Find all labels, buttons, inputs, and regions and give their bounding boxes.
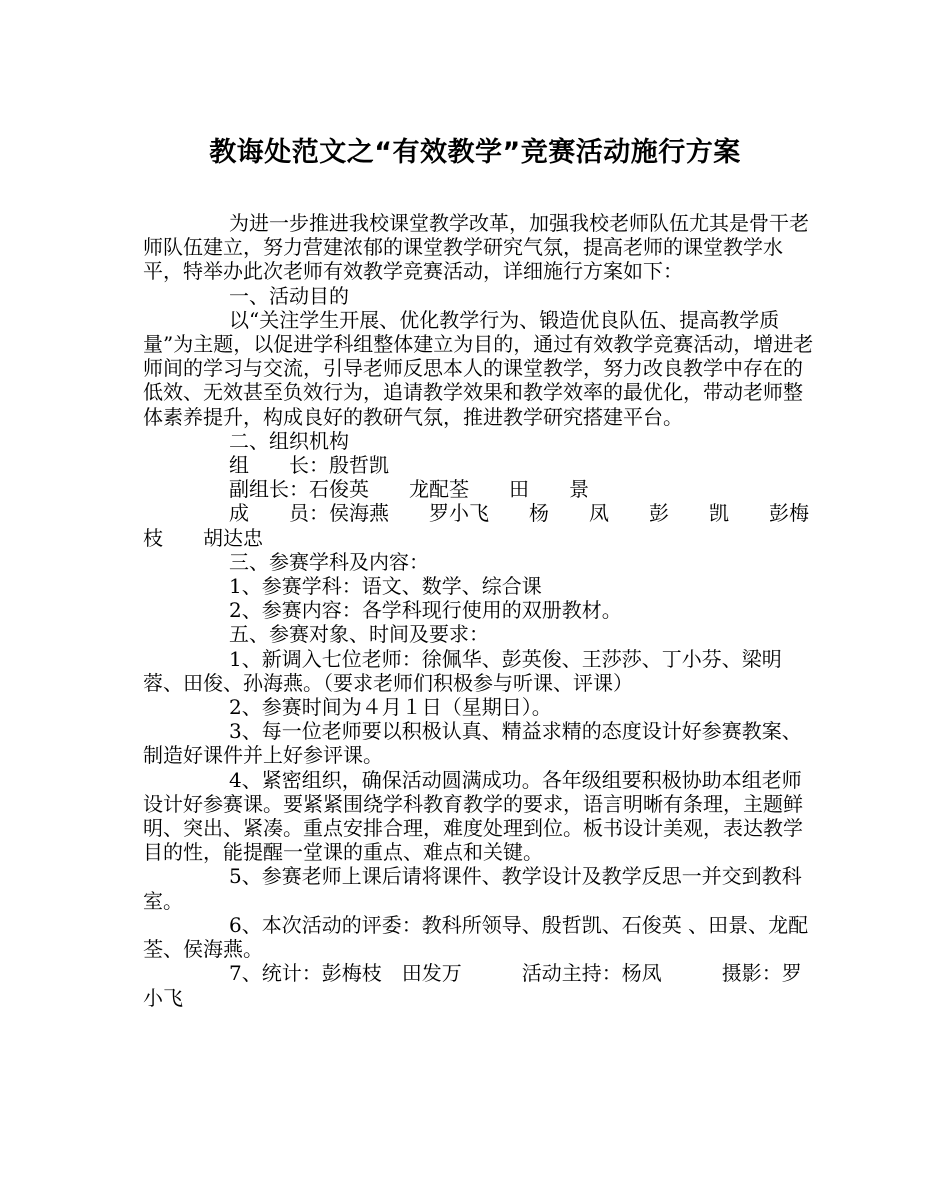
section-heading: 一、活动目的 — [229, 283, 349, 308]
list-item: 2、参赛时间为４月１日（星期日）。 — [229, 695, 552, 720]
intro-paragraph: 为进一步推进我校课堂教学改革，加强我校老师队伍尤其是骨干老师队伍建立，努力营建浓郁的课堂教学研究气氛，提高老师的课堂教学水平，特举办此次老师有效教学竞赛活动，详细施行方案如下： — [143, 211, 809, 284]
list-item: 5、参赛老师上课后请将课件、教学设计及教学反思一并交到教科室。 — [143, 864, 802, 913]
list-item: 7、统计：彭梅枝 田发万 活动主持：杨凤 摄影：罗小飞 — [143, 961, 802, 1010]
paragraph: 以“关注学生开展、优化教学行为、锻造优良队伍、提高教学质量”为主题，以促进学科组整体建立为目的，通过有效教学竞赛活动，增进老师间的学习与交流，引导老师反思本人的课堂教学，努力改良教学中存在的低效、无效甚至负效行为，追请教学效果和教学效率的最优化，带动老师整体素养提升，构成良好的教研气氛，推进教学研究搭建平台。 — [143, 307, 814, 429]
section-heading: 五、参赛对象、时间及要求： — [229, 622, 489, 647]
list-item: 3、每一位老师要以积极认真、精益求精的态度设计好参赛教案、制造好课件并上好参评课。 — [143, 719, 802, 768]
document-title: 教诲处范文之“有效教学”竞赛活动施行方案 — [209, 137, 741, 168]
deputy-line: 副组长：石俊英 龙配荃 田 景 — [229, 477, 589, 502]
list-item: 1、参赛学科：语文、数学、综合课 — [229, 574, 542, 599]
list-item: 4、紧密组织，确保活动圆满成功。各年级组要积极协助本组老师设计好参赛课。要紧紧围绕学科教育教学的要求，语言明晰有条理，主题鲜明、突出、紧凑。重点安排合理，难度处理到位。板书设计美观，表达教学目的性，能提醒一堂课的重点、难点和关键。 — [143, 767, 803, 865]
leader-line: 组 长：殷哲凯 — [229, 453, 389, 478]
list-item: 1、新调入七位老师：徐佩华、彭英俊、王莎莎、丁小芬、梁明蓉、田俊、孙海燕。（要求老师们积极参与听课、评课） — [143, 646, 782, 695]
section-heading: 三、参赛学科及内容： — [229, 549, 429, 574]
members-line: 成 员：侯海燕 罗小飞 杨 凤 彭 凯 彭梅枝 胡达忠 — [143, 501, 809, 550]
document-body — [143, 211, 815, 1010]
section-heading: 二、组织机构 — [229, 428, 349, 453]
list-item: 6、本次活动的评委：教科所领导、殷哲凯、石俊英 、田景、龙配荃、侯海燕。 — [143, 912, 809, 962]
list-item: 2、参赛内容：各学科现行使用的双册教材。 — [229, 598, 622, 623]
